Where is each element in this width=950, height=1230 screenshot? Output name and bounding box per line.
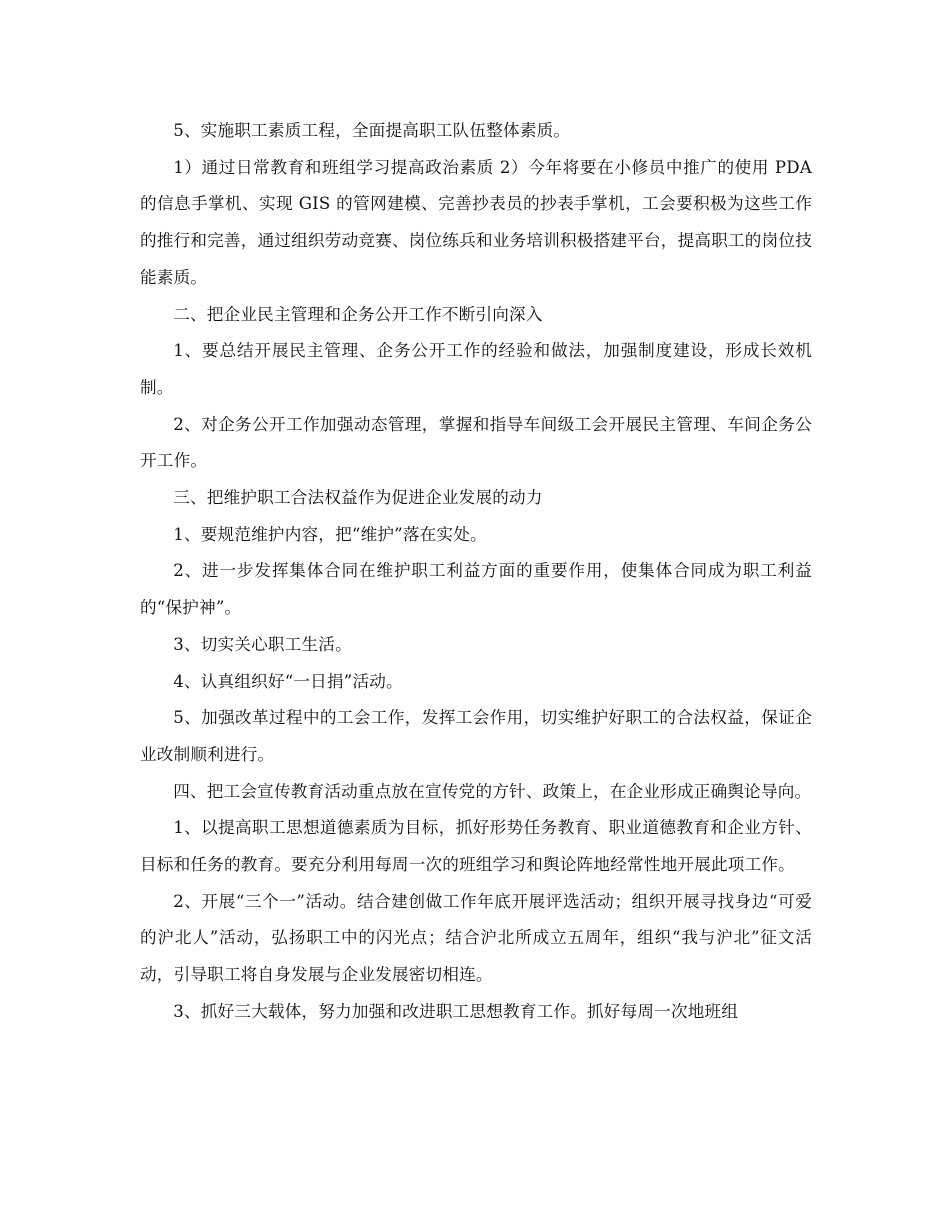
paragraph: 1、以提高职工思想道德素质为目标，抓好形势任务教育、职业道德教育和企业方针、目标和任务的教育。要充分利用每周一次的班组学习和舆论阵地经常性地开展此项工作。 [140, 818, 812, 875]
paragraph: 4、认真组织好“一日捐”活动。 [173, 671, 403, 691]
paragraph: 1、要规范维护内容，把“维护”落在实处。 [173, 524, 487, 544]
paragraph: 1、要总结开展民主管理、企务公开工作的经验和做法，加强制度建设，形成长效机制。 [140, 341, 812, 397]
section-heading: 四、把工会宣传教育活动重点放在宣传党的方针、政策上，在企业形成正确舆论导向。 [173, 781, 812, 801]
section-heading: 三、把维护职工合法权益作为促进企业发展的动力 [173, 488, 543, 508]
paragraph: 5、实施职工素质工程，全面提高职工队伍整体素质。 [173, 121, 571, 140]
section-heading: 二、把企业民主管理和企务公开工作不断引向深入 [173, 304, 543, 324]
paragraph: 5、加强改革过程中的工会工作，发挥工会作用，切实维护好职工的合法权益，保证企业改制顺利进行。 [140, 708, 812, 764]
paragraph: 2、对企务公开工作加强动态管理，掌握和指导车间级工会开展民主管理、车间企务公开工作。 [140, 414, 812, 471]
paragraph: 1）通过日常教育和班组学习提高政治素质 2）今年将要在小修员中推广的使用 PDA 的信息手掌机、实现 GIS 的管网建模、完善抄表员的抄表手掌机，工会要积极为这些工作的推行和完善，通过组织劳动竞赛、岗位练兵和业务培训积极搭建平台，提高职工的岗位技能素质。 [140, 157, 812, 287]
paragraph: 3、抓好三大载体，努力加强和改进职工思想教育工作。抓好每周一次地班组 [173, 1001, 739, 1021]
paragraph: 2、开展“三个一”活动。结合建创做工作年底开展评选活动；组织开展寻找身边“可爱的沪北人”活动，弘扬职工中的闪光点；结合沪北所成立五周年，组织“我与沪北”征文活动，引导职工将自身发展与企业发展密切相连。 [140, 891, 812, 985]
document-body [140, 113, 812, 1031]
paragraph: 2、进一步发挥集体合同在维护职工利益方面的重要作用，使集体合同成为职工利益的“保护神”。 [140, 561, 812, 618]
paragraph: 3、切实关心职工生活。 [173, 634, 352, 654]
